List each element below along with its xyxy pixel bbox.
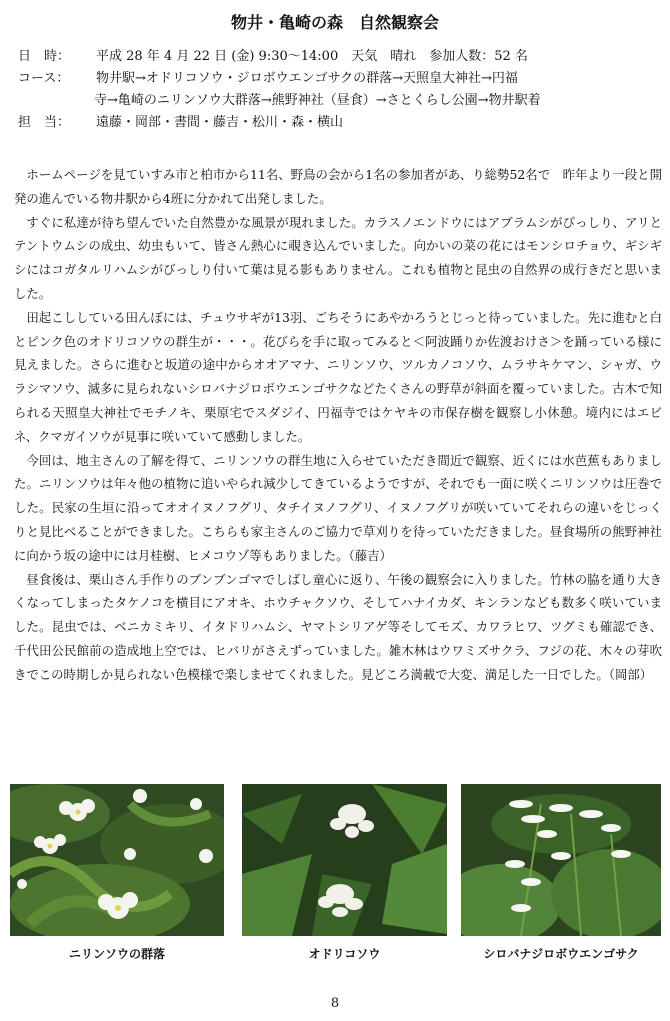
course-value-line2: 寺→亀崎のニリンソウ大群落→熊野神社（昼食）→さとくらし公園→物井駅着 (94, 93, 541, 108)
photo-caption: ニリンソウの群落 (68, 947, 165, 961)
odorikosou-photo (242, 784, 447, 936)
paragraph: ホームページを見ていすみ市と柏市から11名、野鳥の会から1名の参加者があ、り総勢52名で 昨年より一段と開発の進んでいる物井駅から4班に分かれて出発しました。 (14, 167, 662, 206)
date-label: 日 時： (18, 49, 71, 64)
photo-caption: シロバナジロボウエンゴサク (483, 947, 639, 961)
paragraph: 昼食後は、栗山さん手作りのブンブンゴマでしばし童心に返り、午後の観察会に入りました。竹林の脇を通り大きくなってしまったタケノコを横目にアオキ、ホウチャクソウ、そしてハナイカダ、キンランなども数多く咲いていました。昆虫では、ベニカミキリ、イタドリハムシ、ヤマトシリアゲ等そしてモズ、カワラヒワ、ツグミも確認でき、千代田公民館前の造成地上空では、ヒバリがさえずっていました。雑木林はウワミズサクラ、フジの花、木々の芽吹きでこの時期しか見られない色模様で楽しませてくれました。見どころ満載で大変、満足した一日でした。（岡部） (14, 571, 662, 682)
photo-caption: オドリコソウ (308, 947, 381, 961)
staff-label: 担 当： (18, 115, 71, 130)
date-value: 平成 28 年 4 月 22 日 (金) 9:30～14:00 天気 晴れ 参加人数：52 名 (96, 49, 528, 64)
staff-value: 遠藤・岡部・書間・藤吉・松川・森・横山 (96, 115, 344, 130)
date-row (18, 46, 658, 68)
shirobana-photo (461, 784, 661, 936)
staff-row (18, 112, 658, 134)
odorikosou-flower-photo-icon (242, 784, 447, 936)
course-label: コース： (18, 71, 70, 86)
page-number: 8 (330, 996, 340, 1011)
page-title: 物井・亀崎の森 自然観察会 (230, 13, 439, 32)
report-body (14, 163, 662, 687)
paragraph: 今回は、地主さんの了解を得て、ニリンソウの群生地に入らせていただき間近で観察、近くには水芭蕉もありました。ニリンソウは年々他の植物に追いやられ減少してきているようですが、それでも一面に咲くニリンソウは圧巻でした。民家の生垣に沿ってオオイヌノフグリ、タチイヌノフグリ、イヌノフグリが咲いていてそれらの違いをじっくりと見比べることができました。こちらも家主さんのご協力で草刈りを待っていただきました。昼食場所の熊野神社に向かう坂の途中には月桂樹、ヒメコウゾ等もありました。（藤吉） (14, 452, 662, 563)
event-info (18, 46, 658, 134)
nirinsou-photo (10, 784, 224, 936)
paragraph: 田起こししている田んぼには、チュウサギが13羽、ごちそうにあやかろうとじっと待っていました。先に進むと白とピンク色のオドリコソウの群生が・・・。花びらを手に取ってみると＜阿波踊りか佐渡おけさ＞を踊っている様に見えました。さらに進むと坂道の途中からオオアマナ、ニリンソウ、ツルカノコソウ、ムラサキケマン、シャガ、ウラシマソウ、滅多に見られないシロバナジロボウエンゴサクなどたくさんの野草が斜面を覆っていました。古木で知られる天照皇大神社でモチノキ、栗原宅でスダジイ、円福寺ではケヤキの市保存樹を観察し小休憩。境内にはエビネ、クマガイソウが見事に咲いていて感動しました。 (14, 309, 662, 444)
course-row (18, 68, 658, 90)
paragraph: すぐに私達が待ち望んでいた自然豊かな風景が現れました。カラスノエンドウにはアブラムシがびっしり、アリとテントウムシの成虫、幼虫もいて、皆さん熱心に覗き込んでいました。向かいの菜の花にはモンシロチョウ、ギシギシにはコガタルリハムシがびっしり付いて葉は見る影もありません。これも植物と昆虫の自然界の成行きだと思いました。 (14, 214, 662, 301)
course-value-line1: 物井駅→オドリコソウ・ジロボウエンゴサクの群落→天照皇大神社→円福 (96, 71, 518, 86)
nirinsou-flower-photo-icon (10, 784, 224, 936)
shirobana-corydalis-photo-icon (461, 784, 661, 936)
